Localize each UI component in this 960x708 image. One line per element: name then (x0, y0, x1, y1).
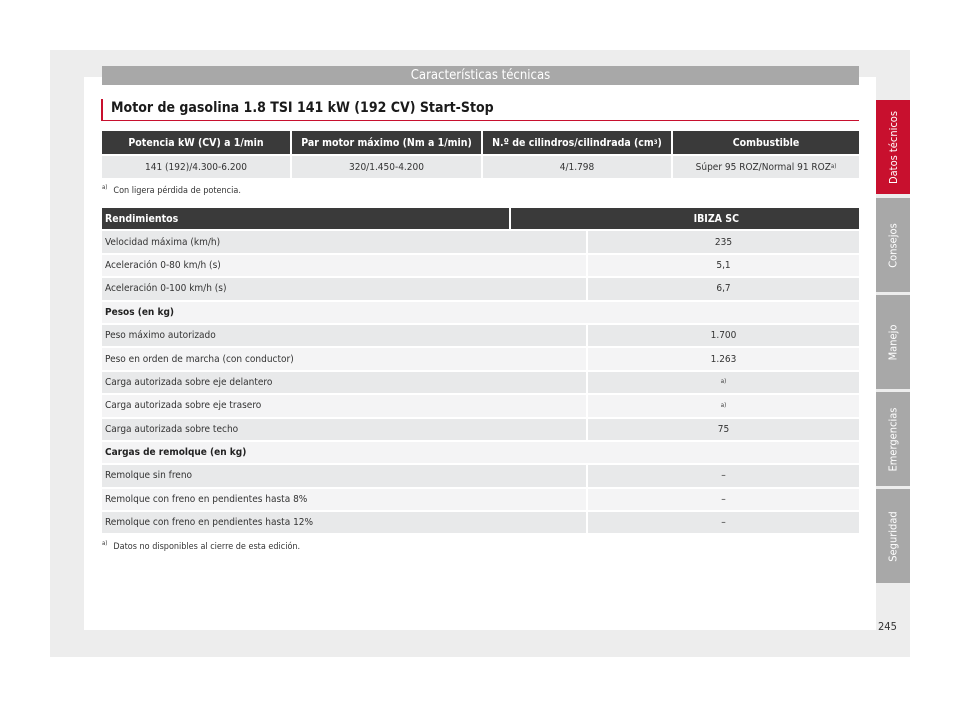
section-row (102, 302, 859, 323)
side-tab-manejo[interactable] (876, 295, 910, 389)
page-number: 245 (878, 620, 897, 633)
side-tab-datos-tecnicos[interactable] (876, 100, 910, 194)
row-label: Peso en orden de marcha (con conductor) (102, 348, 586, 369)
footnote-text: Con ligera pérdida de potencia. (113, 186, 241, 196)
row-label: Carga autorizada sobre techo (102, 419, 586, 440)
side-tab-consejos[interactable] (876, 198, 910, 292)
row-label: Carga autorizada sobre eje delantero (102, 372, 586, 393)
row-value: a) (588, 372, 859, 393)
table-row (102, 489, 859, 510)
cell-fuel-text: Súper 95 ROZ/Normal 91 ROZ (695, 161, 831, 173)
table-row (102, 231, 859, 252)
row-label: Peso máximo autorizado (102, 325, 586, 346)
performance-table (102, 208, 859, 535)
row-label: Aceleración 0-100 km/h (s) (102, 278, 586, 299)
row-label: Remolque con freno en pendientes hasta 12% (102, 512, 586, 533)
footnote-power (102, 186, 241, 196)
row-value: 6,7 (588, 278, 859, 299)
header-cylinders: N.º de cilindros/cilindrada (cm 3 ) (483, 131, 671, 154)
cell-cylinders: 4/1.798 (483, 156, 671, 178)
row-value: 5,1 (588, 255, 859, 276)
table-row (102, 465, 859, 486)
row-value: – (588, 512, 859, 533)
side-tab-emergencias[interactable] (876, 392, 910, 486)
table-row (102, 419, 859, 440)
side-tab-label: Consejos (886, 222, 900, 268)
engine-table-row (102, 156, 859, 178)
row-value: – (588, 465, 859, 486)
table-row (102, 512, 859, 533)
engine-spec-table (102, 131, 859, 178)
cell-fuel: Súper 95 ROZ/Normal 91 ROZ a) (673, 156, 859, 178)
row-label: Velocidad máxima (km/h) (102, 231, 586, 252)
side-tab-label: Manejo (886, 324, 900, 360)
footnote-text: Datos no disponibles al cierre de esta edición. (113, 542, 301, 552)
engine-title: Motor de gasolina 1.8 TSI 141 kW (192 CV) Start-Stop (101, 99, 859, 121)
side-tab-label: Datos técnicos (886, 110, 900, 184)
header-power: Potencia kW (CV) a 1/min (102, 131, 290, 154)
footnote-mark: a) (102, 184, 108, 191)
header-torque: Par motor máximo (Nm a 1/min) (292, 131, 481, 154)
section-label: Cargas de remolque (en kg) (102, 442, 859, 463)
row-value: a) (588, 395, 859, 416)
table-row (102, 325, 859, 346)
cell-power: 141 (192)/4.300-6.200 (102, 156, 290, 178)
table-row (102, 348, 859, 369)
row-value: 75 (588, 419, 859, 440)
footnote-mark: a) (102, 540, 108, 547)
row-label: Remolque sin freno (102, 465, 586, 486)
row-label: Aceleración 0-80 km/h (s) (102, 255, 586, 276)
table-row (102, 395, 859, 416)
header-value: IBIZA SC (511, 208, 859, 229)
header-cylinders-text: N.º de cilindros/cilindrada (cm (492, 136, 654, 149)
row-label: Remolque con freno en pendientes hasta 8% (102, 489, 586, 510)
side-tab-label: Emergencias (886, 407, 900, 471)
header-fuel: Combustible (673, 131, 859, 154)
side-tab-label: Seguridad (886, 510, 900, 562)
performance-table-header (102, 208, 859, 229)
row-value: 1.700 (588, 325, 859, 346)
table-row (102, 372, 859, 393)
header-label: Rendimientos (102, 208, 509, 229)
section-header: Características técnicas (102, 66, 859, 85)
row-value: 235 (588, 231, 859, 252)
row-value: – (588, 489, 859, 510)
row-label: Carga autorizada sobre eje trasero (102, 395, 586, 416)
row-value: 1.263 (588, 348, 859, 369)
section-row (102, 442, 859, 463)
table-row (102, 278, 859, 299)
footnote-data (102, 542, 300, 552)
header-cylinders-end: ) (657, 136, 662, 149)
engine-table-header (102, 131, 859, 154)
table-row (102, 255, 859, 276)
side-tab-seguridad[interactable] (876, 489, 910, 583)
section-label: Pesos (en kg) (102, 302, 859, 323)
cell-torque: 320/1.450-4.200 (292, 156, 481, 178)
